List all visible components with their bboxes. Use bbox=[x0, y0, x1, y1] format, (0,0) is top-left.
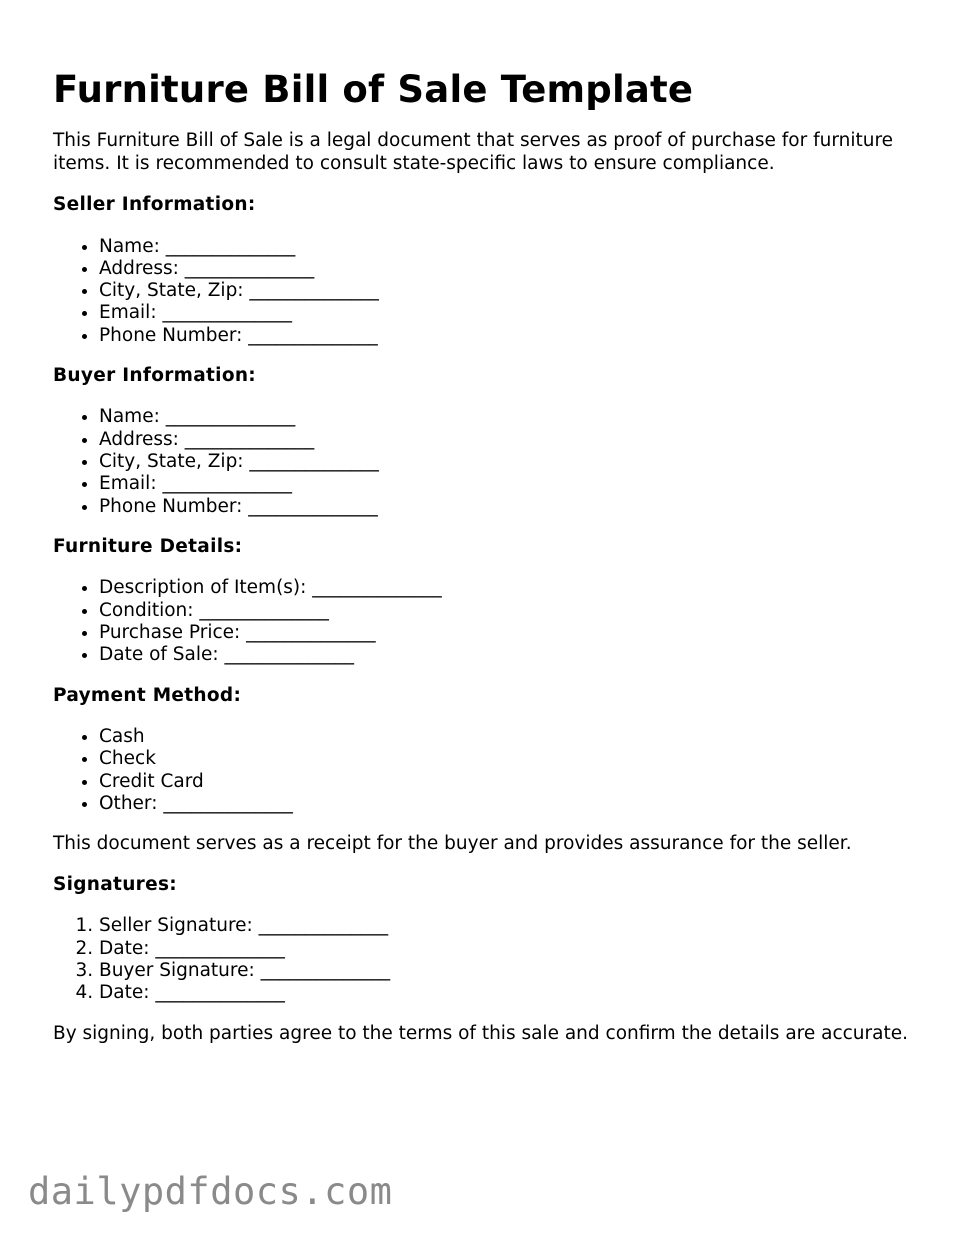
buyer-heading: Buyer Information: bbox=[53, 364, 257, 386]
furniture-heading: Furniture Details: bbox=[53, 535, 243, 557]
list-item: • Address: ______________ bbox=[99, 258, 913, 280]
payment-heading: Payment Method: bbox=[53, 684, 242, 706]
list-item: • Phone Number: ______________ bbox=[99, 325, 913, 347]
document-page bbox=[53, 62, 913, 1063]
list-item: • Email: ______________ bbox=[99, 473, 913, 495]
intro-paragraph: This Furniture Bill of Sale is a legal document that serves as proof of purchase for furniture items. It is recommended to consult state-specific laws to ensure compliance. bbox=[53, 130, 894, 174]
list-item: • Address: ______________ bbox=[99, 429, 913, 451]
list-item: 2. Date: ______________ bbox=[99, 938, 913, 960]
list-item: 3. Buyer Signature: ______________ bbox=[99, 960, 913, 982]
list-item: • City, State, Zip: ______________ bbox=[99, 280, 913, 302]
list-item: • Condition: ______________ bbox=[99, 600, 913, 622]
list-item: • Credit Card bbox=[99, 771, 913, 793]
signatures-list bbox=[53, 915, 913, 1004]
list-item: • Check bbox=[99, 748, 913, 770]
signatures-heading: Signatures: bbox=[53, 873, 177, 895]
list-item: • Name: ______________ bbox=[99, 406, 913, 428]
seller-heading: Seller Information: bbox=[53, 194, 256, 215]
list-item: • Description of Item(s): ______________ bbox=[99, 577, 913, 599]
furniture-list bbox=[53, 577, 913, 666]
page-title: Furniture Bill of Sale Template bbox=[53, 68, 694, 111]
receipt-note: This document serves as a receipt for the buyer and provides assurance for the seller. bbox=[53, 833, 852, 855]
list-item: • Email: ______________ bbox=[99, 302, 913, 324]
list-item: • City, State, Zip: ______________ bbox=[99, 451, 913, 473]
closing-paragraph: By signing, both parties agree to the terms of this sale and confirm the details are accurate. bbox=[53, 1022, 908, 1044]
list-item: 1. Seller Signature: ______________ bbox=[99, 915, 913, 937]
payment-list bbox=[53, 726, 913, 815]
list-item: • Purchase Price: ______________ bbox=[99, 622, 913, 644]
list-item: • Date of Sale: ______________ bbox=[99, 644, 913, 666]
buyer-list bbox=[53, 406, 913, 517]
list-item: 4. Date: ______________ bbox=[99, 982, 913, 1004]
watermark-text: dailypdfdocs.com bbox=[28, 1170, 393, 1213]
list-item: • Other: ______________ bbox=[99, 793, 913, 815]
seller-list bbox=[53, 236, 913, 347]
list-item: • Name: ______________ bbox=[99, 236, 913, 258]
list-item: • Cash bbox=[99, 726, 913, 748]
list-item: • Phone Number: ______________ bbox=[99, 496, 913, 518]
